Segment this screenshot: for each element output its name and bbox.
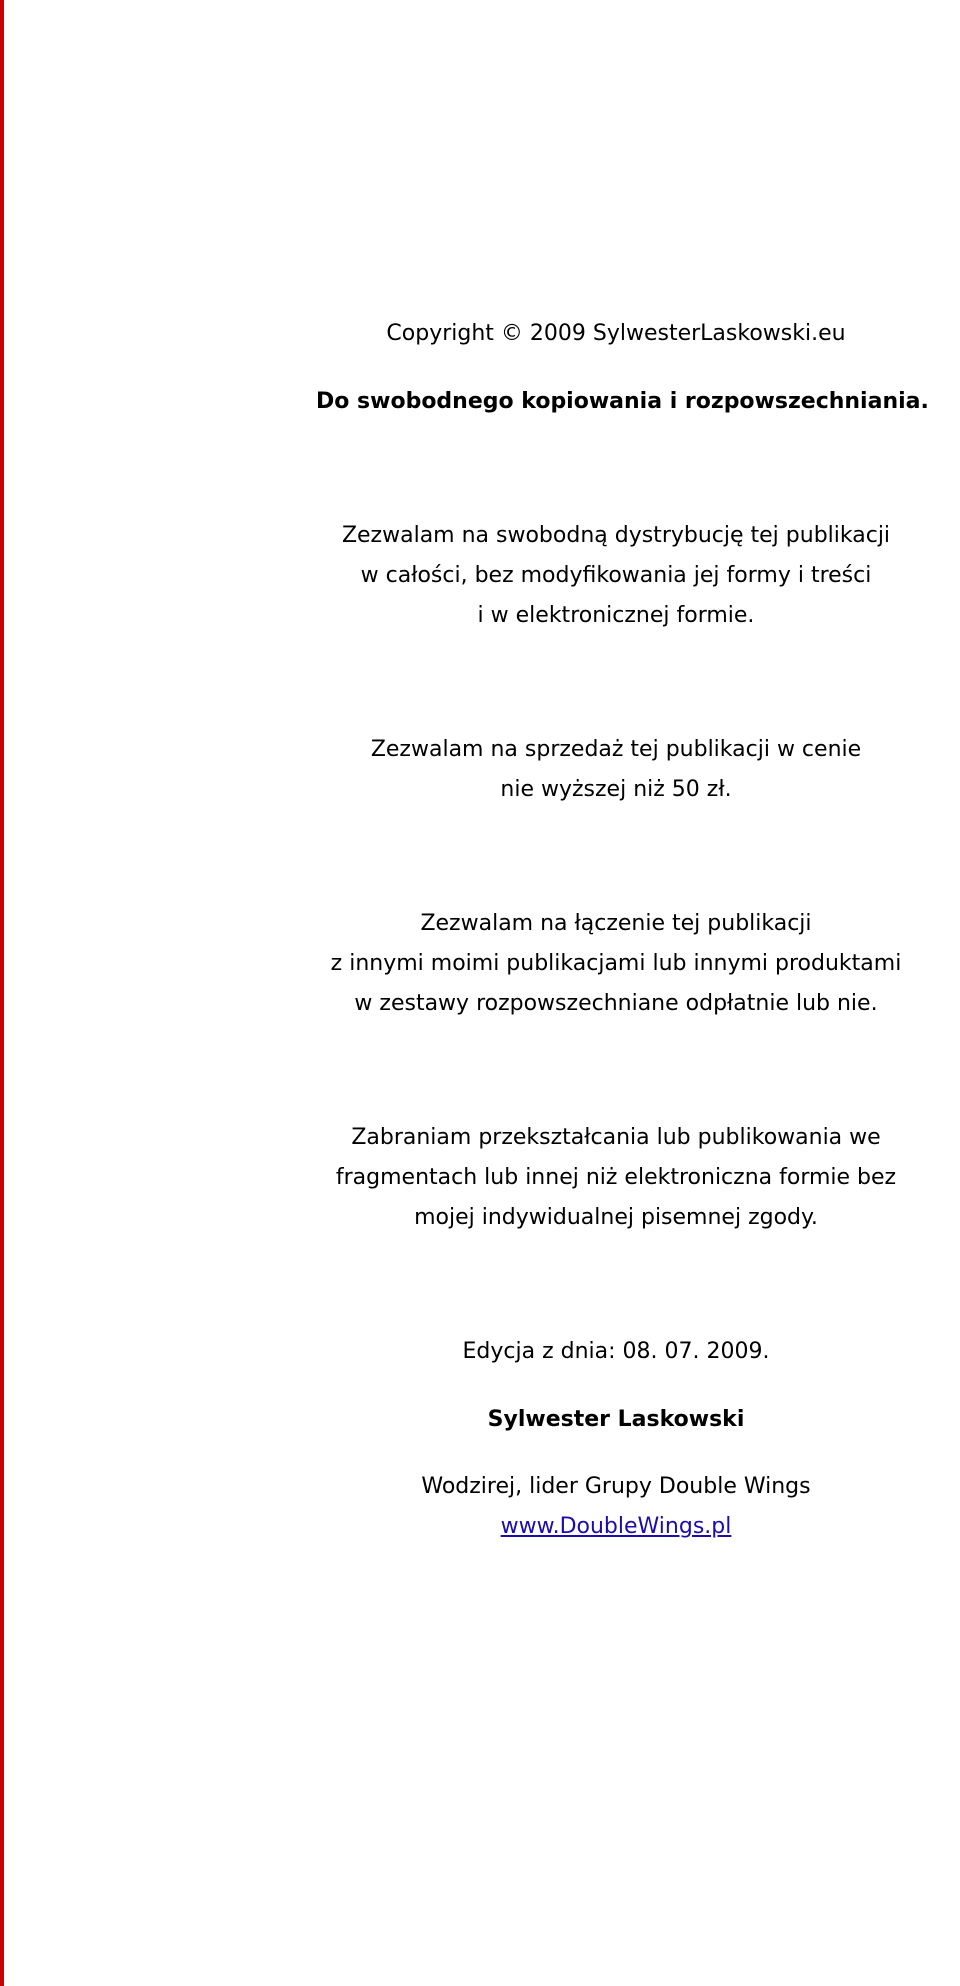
para1-line-1: Zezwalam na swobodną dystrybucję tej publikacji (341, 523, 891, 548)
para3-line-1: Zezwalam na łączenie tej publikacji (420, 911, 812, 936)
left-red-rule (0, 0, 4, 1986)
edition-date: Edycja z dnia: 08. 07. 2009. (462, 1339, 770, 1364)
headline: Do swobodnego kopiowania i rozpowszechniania. (316, 389, 929, 414)
author-role: Wodzirej, lider Grupy Double Wings (421, 1474, 811, 1499)
author-name: Sylwester Laskowski (487, 1407, 745, 1432)
para3-line-3: w zestawy rozpowszechniane odpłatnie lub nie. (354, 991, 878, 1016)
para3-line-2: z innymi moimi publikacjami lub innymi produktami (330, 951, 902, 976)
copyright-line: Copyright © 2009 SylwesterLaskowski.eu (386, 321, 846, 346)
para1-line-2: w całości, bez modyfikowania jej formy i treści (360, 563, 872, 588)
para4-line-2: fragmentach lub innej niż elektroniczna formie bez (335, 1165, 897, 1190)
para4-line-3: mojej indywidualnej pisemnej zgody. (414, 1205, 818, 1230)
website-link-wrap (316, 1513, 916, 1541)
para1-line-3: i w elektronicznej formie. (477, 603, 755, 628)
website-link[interactable]: www.DoubleWings.pl (500, 1514, 732, 1539)
para4-line-1: Zabraniam przekształcania lub publikowania we (351, 1125, 881, 1150)
para2-line-1: Zezwalam na sprzedaż tej publikacji w cenie (370, 737, 862, 762)
para2-line-2: nie wyższej niż 50 zł. (500, 777, 732, 802)
